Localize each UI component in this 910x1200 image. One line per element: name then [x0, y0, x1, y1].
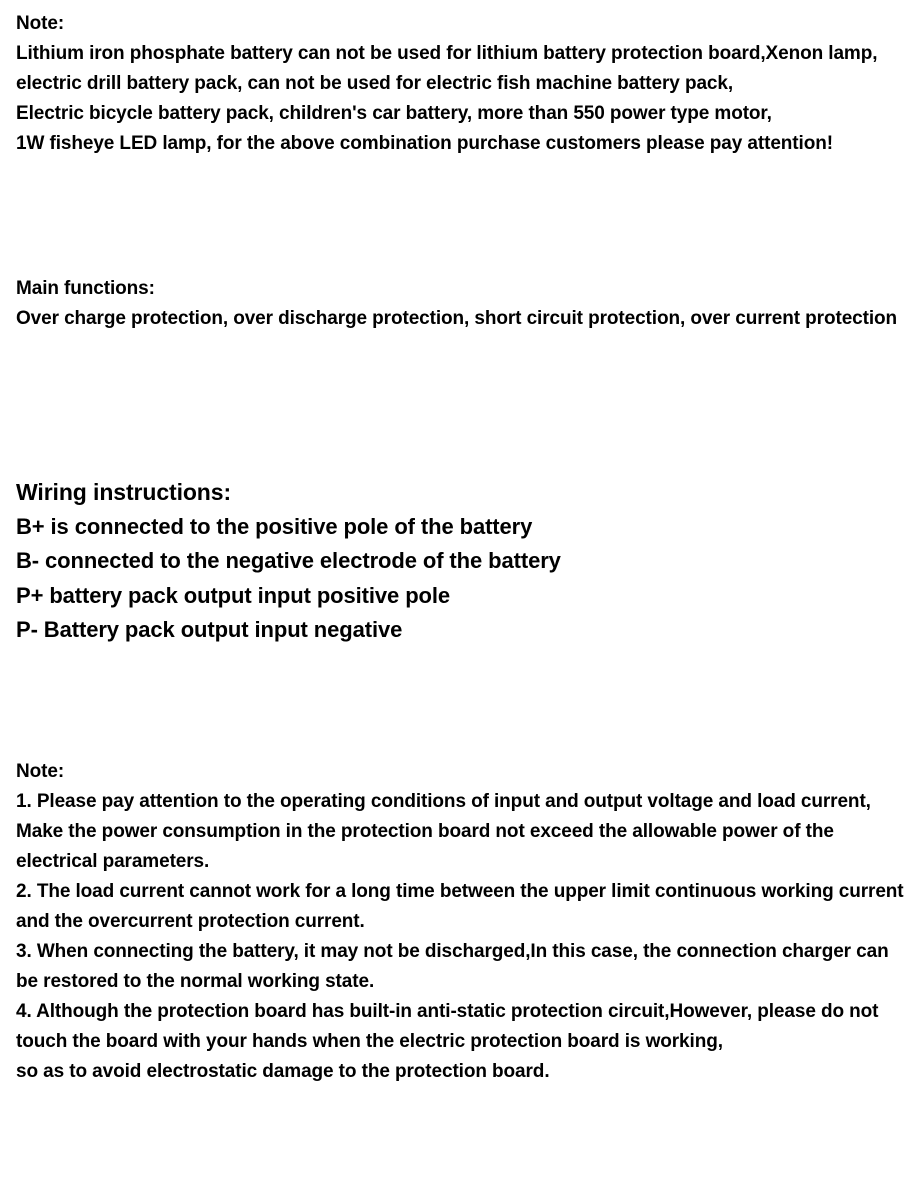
note-bottom-line-7: be restored to the normal working state.	[16, 971, 375, 992]
wiring-line-p-plus: P+ battery pack output input positive pole	[16, 582, 451, 608]
note-bottom-line-1: 1. Please pay attention to the operating conditions of input and output voltage and load current,	[16, 791, 871, 812]
wiring-heading: Wiring instructions:	[16, 479, 232, 505]
note-bottom-line-10: so as to avoid electrostatic damage to the protection board.	[16, 1061, 550, 1082]
note-bottom-line-4: 2. The load current cannot work for a long time between the upper limit continuous working current	[16, 881, 904, 902]
section-wiring-instructions	[16, 475, 561, 648]
note-top-line-2: electric drill battery pack, can not be used for electric fish machine battery pack,	[16, 73, 734, 94]
wiring-line-b-minus: B- connected to the negative electrode of the battery	[16, 548, 561, 573]
note-top-line-1: Lithium iron phosphate battery can not be used for lithium battery protection board,Xenon lamp,	[16, 43, 878, 64]
note-top-line-3: Electric bicycle battery pack, children's car battery, more than 550 power type motor,	[16, 103, 772, 124]
note-top-line-4: 1W fisheye LED lamp, for the above combination purchase customers please pay attention!	[16, 133, 833, 154]
main-functions-line-1: Over charge protection, over discharge protection, short circuit protection, over current protection	[16, 308, 898, 329]
note-bottom-line-8: 4. Although the protection board has built-in anti-static protection circuit,However, please do not	[16, 1001, 879, 1022]
note-bottom-line-5: and the overcurrent protection current.	[16, 911, 365, 932]
wiring-line-p-minus: P- Battery pack output input negative	[16, 617, 403, 642]
wiring-line-b-plus: B+ is connected to the positive pole of the battery	[16, 513, 533, 539]
section-main-functions	[16, 274, 897, 334]
main-functions-heading: Main functions:	[16, 278, 155, 299]
note-bottom-heading: Note:	[16, 761, 65, 782]
section-note-top	[16, 9, 877, 159]
note-bottom-line-6: 3. When connecting the battery, it may not be discharged,In this case, the connection charger can	[16, 941, 889, 962]
note-top-heading: Note:	[16, 13, 65, 34]
note-bottom-line-3: electrical parameters.	[16, 851, 210, 872]
section-note-bottom	[16, 757, 904, 1087]
note-bottom-line-2: Make the power consumption in the protection board not exceed the allowable power of the	[16, 821, 834, 842]
note-bottom-line-9: touch the board with your hands when the electric protection board is working,	[16, 1031, 723, 1052]
